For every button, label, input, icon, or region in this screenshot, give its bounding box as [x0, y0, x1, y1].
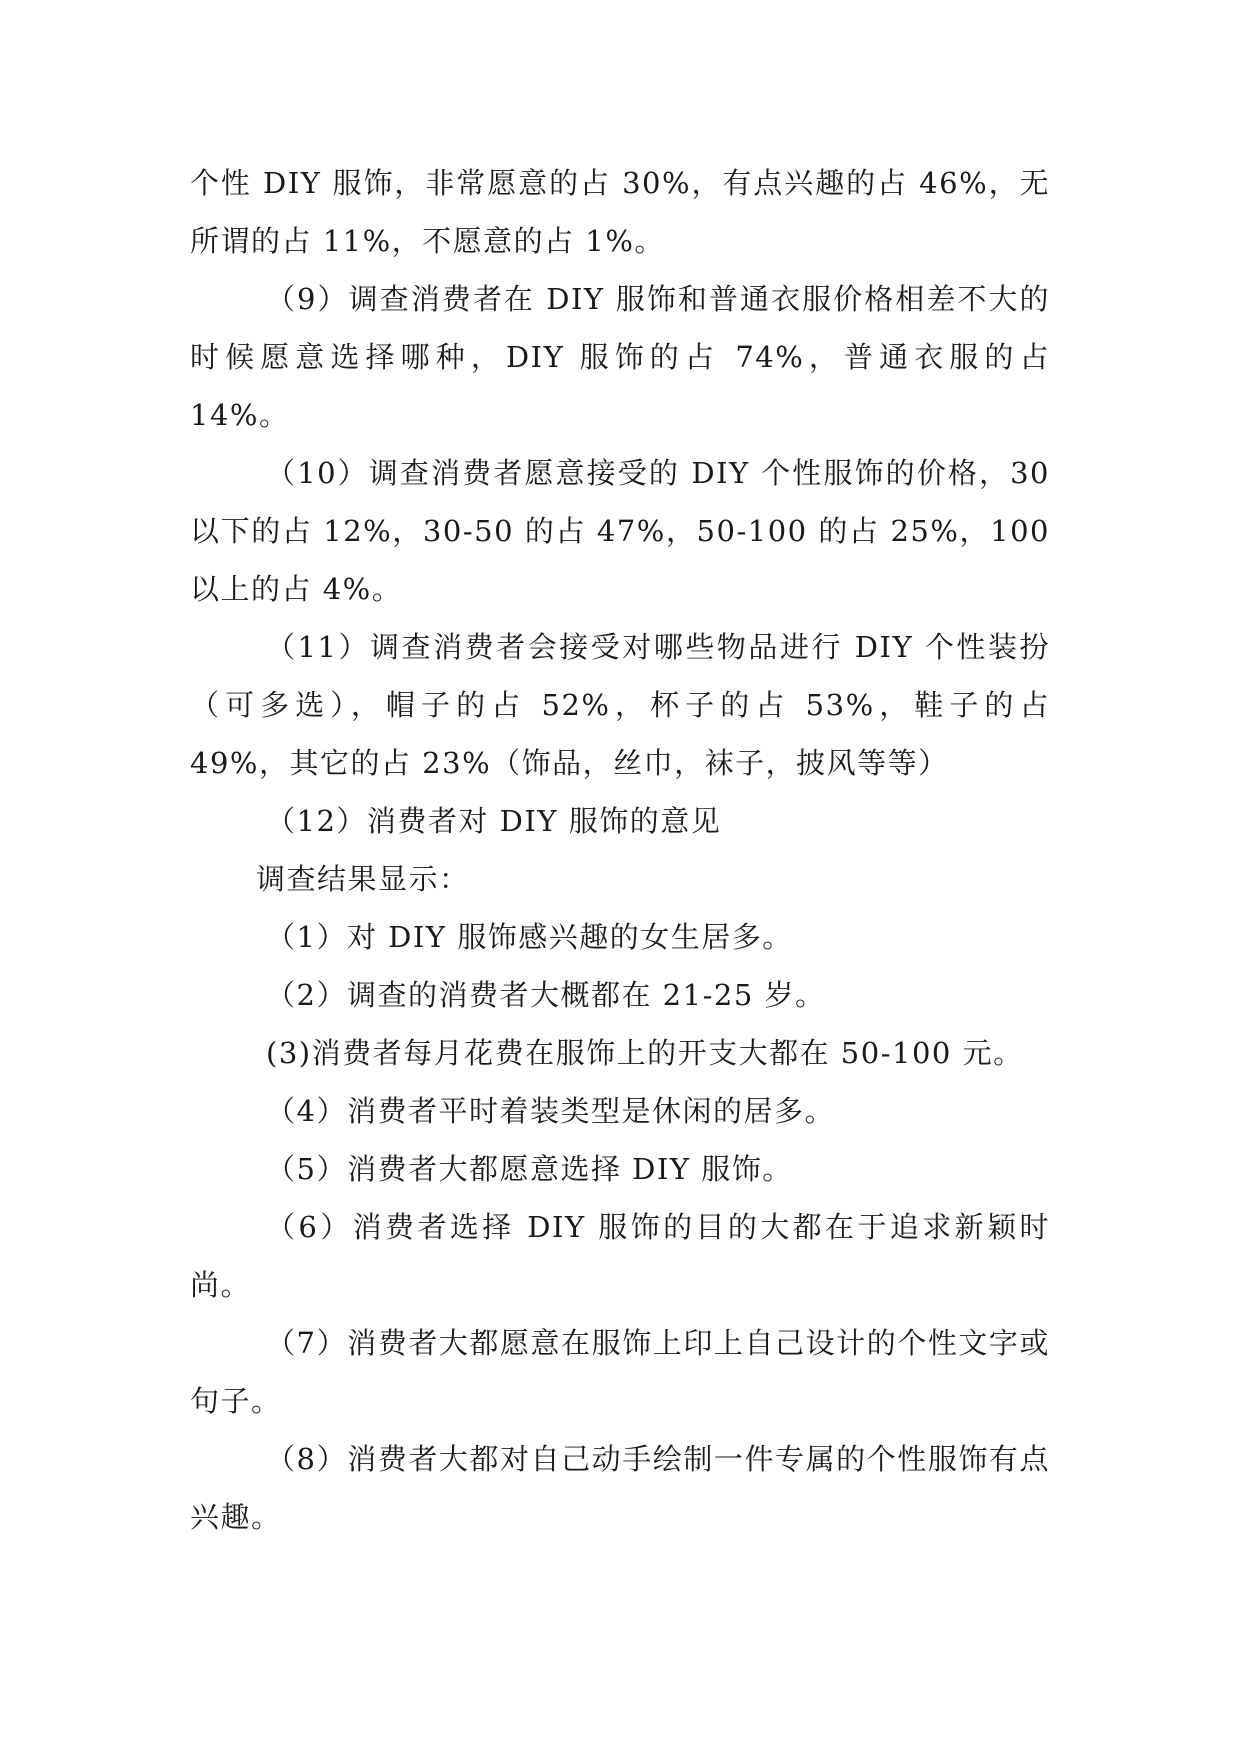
results-heading: 调查结果显示：: [256, 862, 470, 896]
paragraph-item-12: （12）消费者对 DIY 服饰的意见: [266, 804, 722, 838]
document-body: [190, 154, 1050, 1546]
result-item-6: （6）消费者选择 DIY 服饰的目的大都在于追求新颖时尚。: [190, 1210, 1050, 1302]
paragraph-intro-continued: 个性 DIY 服饰，非常愿意的占 30%，有点兴趣的占 46%，无所谓的占 11%，不愿意的占 1%。: [190, 166, 1050, 258]
result-item-3: (3)消费者每月花费在服饰上的开支大都在 50-100 元。: [266, 1036, 1024, 1070]
paragraph-item-9: （9）调查消费者在 DIY 服饰和普通衣服价格相差不大的时候愿意选择哪种，DIY 服饰的占 74%，普通衣服的占 14%。: [190, 282, 1050, 432]
paragraph-item-10: （10）调查消费者愿意接受的 DIY 个性服饰的价格，30 以下的占 12%，30-50 的占 47%，50-100 的占 25%，100 以上的占 4%。: [190, 456, 1050, 606]
result-item-7: （7）消费者大都愿意在服饰上印上自己设计的个性文字或句子。: [190, 1326, 1050, 1418]
result-item-1: （1）对 DIY 服饰感兴趣的女生居多。: [266, 920, 793, 954]
result-item-8: （8）消费者大都对自己动手绘制一件专属的个性服饰有点兴趣。: [190, 1442, 1050, 1534]
result-item-4: （4）消费者平时着装类型是休闲的居多。: [266, 1094, 835, 1128]
result-item-5: （5）消费者大都愿意选择 DIY 服饰。: [266, 1152, 793, 1186]
paragraph-item-11: （11）调查消费者会接受对哪些物品进行 DIY 个性装扮（可多选），帽子的占 52%，杯子的占 53%，鞋子的占 49%，其它的占 23%（饰品，丝巾，袜子，披风等等）: [190, 630, 1050, 780]
result-item-2: （2）调查的消费者大概都在 21-25 岁。: [266, 978, 826, 1012]
